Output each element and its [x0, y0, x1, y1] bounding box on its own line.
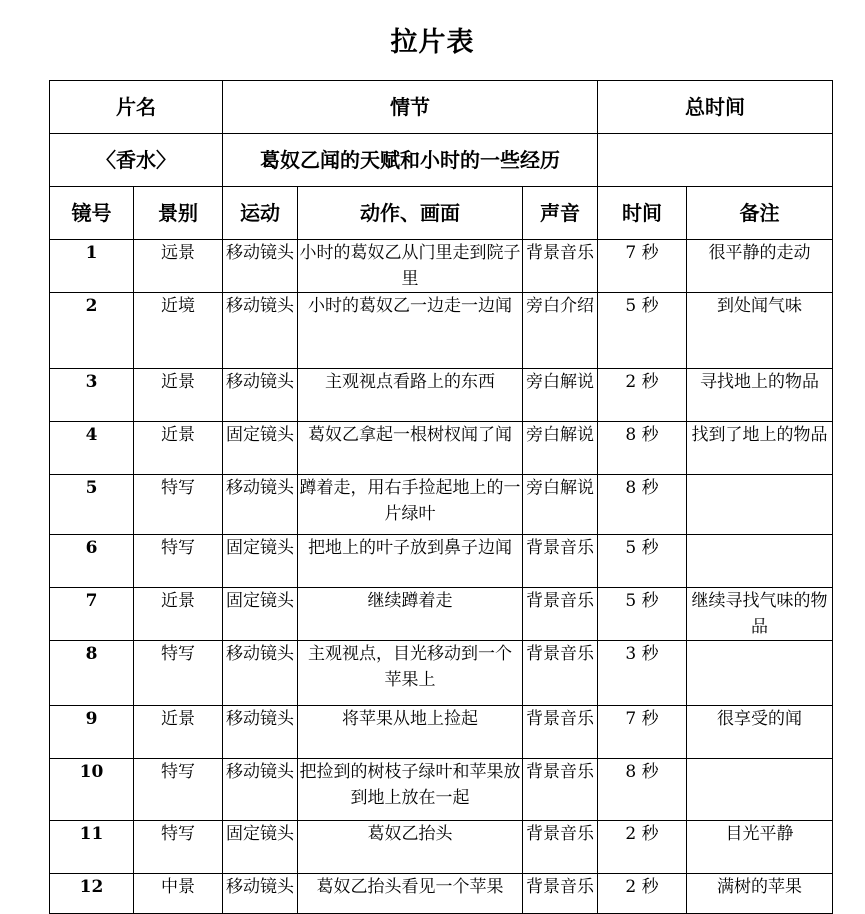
time-cell [598, 759, 687, 821]
film-info-row [50, 134, 833, 187]
shot-size-cell [134, 759, 223, 821]
action-cell-text: 把地上的叶子放到鼻子边闻 [308, 538, 512, 558]
shot-size-cell-text: 近景 [161, 709, 195, 729]
total-time-cell [598, 134, 833, 187]
time-cell-text: 7 秒 [625, 243, 659, 263]
notes-cell [687, 475, 833, 535]
sound-cell-text: 旁白介绍 [526, 296, 594, 316]
action-cell [298, 475, 523, 535]
col-sound: 声音 [523, 187, 598, 240]
action-cell-text: 继续蹲着走 [367, 591, 453, 611]
shot-no-cell [50, 588, 134, 641]
total-time-header: 总时间 [598, 81, 833, 134]
time-cell [598, 240, 687, 293]
table-row [50, 641, 833, 706]
movement-cell [223, 369, 298, 422]
shot-no-cell [50, 475, 134, 535]
movement-cell [223, 588, 298, 641]
action-cell [298, 293, 523, 369]
action-cell [298, 535, 523, 588]
col-shot-no: 镜号 [50, 187, 134, 240]
sound-cell [523, 706, 598, 759]
notes-cell [687, 240, 833, 293]
movement-cell-text: 移动镜头 [226, 372, 294, 392]
table-row [50, 535, 833, 588]
sound-cell-text: 背景音乐 [526, 538, 594, 558]
table-row [50, 588, 833, 641]
sound-cell-text: 背景音乐 [526, 762, 594, 782]
time-cell [598, 293, 687, 369]
table-row [50, 821, 833, 874]
header-row [50, 81, 833, 134]
shot-size-cell-text: 近景 [161, 425, 195, 445]
action-cell [298, 641, 523, 706]
shot-size-cell [134, 821, 223, 874]
notes-cell [687, 821, 833, 874]
film-name-header: 片名 [50, 81, 223, 134]
time-cell [598, 369, 687, 422]
movement-cell [223, 293, 298, 369]
time-cell [598, 475, 687, 535]
table-row [50, 293, 833, 369]
action-cell-text: 小时的葛奴乙从门里走到院子里 [299, 243, 521, 289]
action-cell-text: 主观视点，目光移动到一个 苹果上 [308, 644, 512, 690]
sound-cell [523, 641, 598, 706]
time-cell-text: 2 秒 [625, 877, 659, 897]
sound-cell-text: 背景音乐 [526, 877, 594, 897]
action-cell [298, 240, 523, 293]
movement-cell [223, 535, 298, 588]
notes-cell [687, 369, 833, 422]
notes-cell [687, 706, 833, 759]
action-cell [298, 369, 523, 422]
notes-cell-text: 很享受的闻 [717, 709, 802, 729]
shot-breakdown-table [49, 80, 833, 914]
movement-cell [223, 874, 298, 914]
movement-cell-text: 移动镜头 [226, 762, 294, 782]
action-cell-text: 葛奴乙抬头看见一个苹果 [316, 877, 504, 897]
shot-size-cell [134, 293, 223, 369]
sound-cell [523, 422, 598, 475]
time-cell-text: 7 秒 [625, 709, 659, 729]
sound-cell-text: 背景音乐 [526, 709, 594, 729]
shot-no-cell-text: 11 [79, 824, 104, 844]
notes-cell [687, 588, 833, 641]
action-cell-text: 葛奴乙抬头 [367, 824, 453, 844]
shot-no-cell-text: 6 [85, 538, 98, 558]
shot-no-cell-text: 4 [85, 425, 98, 445]
notes-cell [687, 874, 833, 914]
shot-no-cell-text: 1 [85, 243, 98, 263]
time-cell [598, 706, 687, 759]
time-cell-text: 5 秒 [625, 538, 659, 558]
movement-cell [223, 759, 298, 821]
plot-cell: 葛奴乙闻的天赋和小时的一些经历 [223, 134, 598, 187]
movement-cell [223, 641, 298, 706]
movement-cell-text: 移动镜头 [226, 243, 294, 263]
sound-cell [523, 588, 598, 641]
table-row [50, 874, 833, 914]
time-cell [598, 641, 687, 706]
sound-cell-text: 背景音乐 [526, 824, 594, 844]
movement-cell-text: 固定镜头 [226, 824, 294, 844]
sound-cell [523, 759, 598, 821]
column-header-row [50, 187, 833, 240]
time-cell [598, 821, 687, 874]
time-cell-text: 2 秒 [625, 372, 659, 392]
shot-size-cell [134, 240, 223, 293]
action-cell-text: 将苹果从地上捡起 [342, 709, 478, 729]
notes-cell [687, 641, 833, 706]
table-row [50, 706, 833, 759]
sound-cell-text: 背景音乐 [526, 591, 594, 611]
shot-no-cell [50, 706, 134, 759]
shot-no-cell [50, 641, 134, 706]
shot-no-cell [50, 369, 134, 422]
plot-header: 情节 [223, 81, 598, 134]
sound-cell-text: 背景音乐 [526, 644, 594, 664]
action-cell-text: 小时的葛奴乙一边走一边闻 [308, 296, 512, 316]
col-movement: 运动 [223, 187, 298, 240]
table-row [50, 759, 833, 821]
movement-cell-text: 固定镜头 [226, 538, 294, 558]
notes-cell-text: 很平静的走动 [708, 243, 811, 263]
notes-cell-text: 到处闻气味 [717, 296, 802, 316]
shot-size-cell [134, 706, 223, 759]
movement-cell [223, 475, 298, 535]
action-cell [298, 706, 523, 759]
shot-size-cell-text: 特写 [161, 478, 195, 498]
shot-size-cell-text: 近景 [161, 591, 195, 611]
notes-cell [687, 535, 833, 588]
col-shot-size: 景别 [134, 187, 223, 240]
shot-size-cell-text: 特写 [161, 538, 195, 558]
col-action: 动作、画面 [298, 187, 523, 240]
movement-cell [223, 240, 298, 293]
time-cell-text: 3 秒 [625, 644, 659, 664]
action-cell [298, 422, 523, 475]
time-cell [598, 588, 687, 641]
time-cell [598, 535, 687, 588]
notes-cell-text: 继续寻找气味的物品 [691, 591, 828, 637]
time-cell-text: 8 秒 [625, 478, 659, 498]
document-title: 拉片表 [390, 27, 475, 58]
shot-size-cell [134, 422, 223, 475]
shot-size-cell [134, 369, 223, 422]
time-cell-text: 5 秒 [625, 591, 659, 611]
sound-cell-text: 旁白解说 [526, 478, 594, 498]
shot-no-cell [50, 759, 134, 821]
shot-size-cell [134, 874, 223, 914]
table-row [50, 240, 833, 293]
shot-size-cell [134, 475, 223, 535]
table-row [50, 475, 833, 535]
notes-cell [687, 759, 833, 821]
shot-size-cell-text: 特写 [161, 824, 195, 844]
notes-cell-text: 找到了地上的物品 [691, 425, 828, 445]
movement-cell-text: 固定镜头 [226, 591, 294, 611]
action-cell [298, 588, 523, 641]
shot-no-cell [50, 874, 134, 914]
sound-cell-text: 旁白解说 [526, 372, 594, 392]
notes-cell-text: 满树的苹果 [717, 877, 802, 897]
time-cell-text: 5 秒 [625, 296, 659, 316]
action-cell-text: 葛奴乙拿起一根树杈闻了闻 [308, 425, 512, 445]
sound-cell [523, 821, 598, 874]
sound-cell [523, 293, 598, 369]
action-cell [298, 874, 523, 914]
movement-cell-text: 固定镜头 [226, 425, 294, 445]
time-cell [598, 874, 687, 914]
sound-cell [523, 369, 598, 422]
table-row [50, 369, 833, 422]
sound-cell [523, 240, 598, 293]
shot-no-cell-text: 3 [85, 372, 98, 392]
shot-size-cell [134, 535, 223, 588]
movement-cell [223, 422, 298, 475]
action-cell-text: 主观视点看路上的东西 [325, 372, 495, 392]
shot-size-cell-text: 近景 [161, 372, 195, 392]
shot-size-cell-text: 中景 [161, 877, 195, 897]
time-cell-text: 2 秒 [625, 824, 659, 844]
col-notes: 备注 [687, 187, 833, 240]
movement-cell [223, 821, 298, 874]
shot-no-cell-text: 12 [79, 877, 104, 897]
time-cell-text: 8 秒 [625, 425, 659, 445]
notes-cell [687, 422, 833, 475]
action-cell-text: 把捡到的树枝子绿叶和苹果放到地上放在一起 [299, 762, 521, 808]
time-cell [598, 422, 687, 475]
notes-cell-text: 目光平静 [725, 824, 794, 844]
sound-cell [523, 535, 598, 588]
action-cell-text: 蹲着走，用右手捡起地上的一片绿叶 [299, 478, 521, 524]
shot-no-cell [50, 821, 134, 874]
sound-cell [523, 874, 598, 914]
shot-no-cell [50, 240, 134, 293]
notes-cell [687, 293, 833, 369]
sound-cell-text: 背景音乐 [526, 243, 594, 263]
movement-cell [223, 706, 298, 759]
shot-size-cell-text: 远景 [161, 243, 195, 263]
shot-no-cell-text: 2 [85, 296, 98, 316]
table-row [50, 422, 833, 475]
action-cell [298, 821, 523, 874]
shot-no-cell-text: 5 [85, 478, 98, 498]
shot-no-cell-text: 9 [85, 709, 98, 729]
shot-size-cell-text: 近境 [161, 296, 195, 316]
action-cell [298, 759, 523, 821]
shot-size-cell [134, 641, 223, 706]
shot-no-cell [50, 535, 134, 588]
shot-size-cell [134, 588, 223, 641]
shot-no-cell-text: 7 [85, 591, 98, 611]
shot-size-cell-text: 特写 [161, 762, 195, 782]
movement-cell-text: 移动镜头 [226, 478, 294, 498]
sound-cell-text: 旁白解说 [526, 425, 594, 445]
film-name-cell: 〈香水〉 [50, 134, 223, 187]
movement-cell-text: 移动镜头 [226, 644, 294, 664]
shot-no-cell-text: 8 [85, 644, 98, 664]
sound-cell [523, 475, 598, 535]
shot-no-cell-text: 10 [79, 762, 104, 782]
time-cell-text: 8 秒 [625, 762, 659, 782]
movement-cell-text: 移动镜头 [226, 877, 294, 897]
shot-no-cell [50, 293, 134, 369]
shot-size-cell-text: 特写 [161, 644, 195, 664]
notes-cell-text: 寻找地上的物品 [700, 372, 819, 392]
shot-no-cell [50, 422, 134, 475]
col-time: 时间 [598, 187, 687, 240]
movement-cell-text: 移动镜头 [226, 296, 294, 316]
movement-cell-text: 移动镜头 [226, 709, 294, 729]
